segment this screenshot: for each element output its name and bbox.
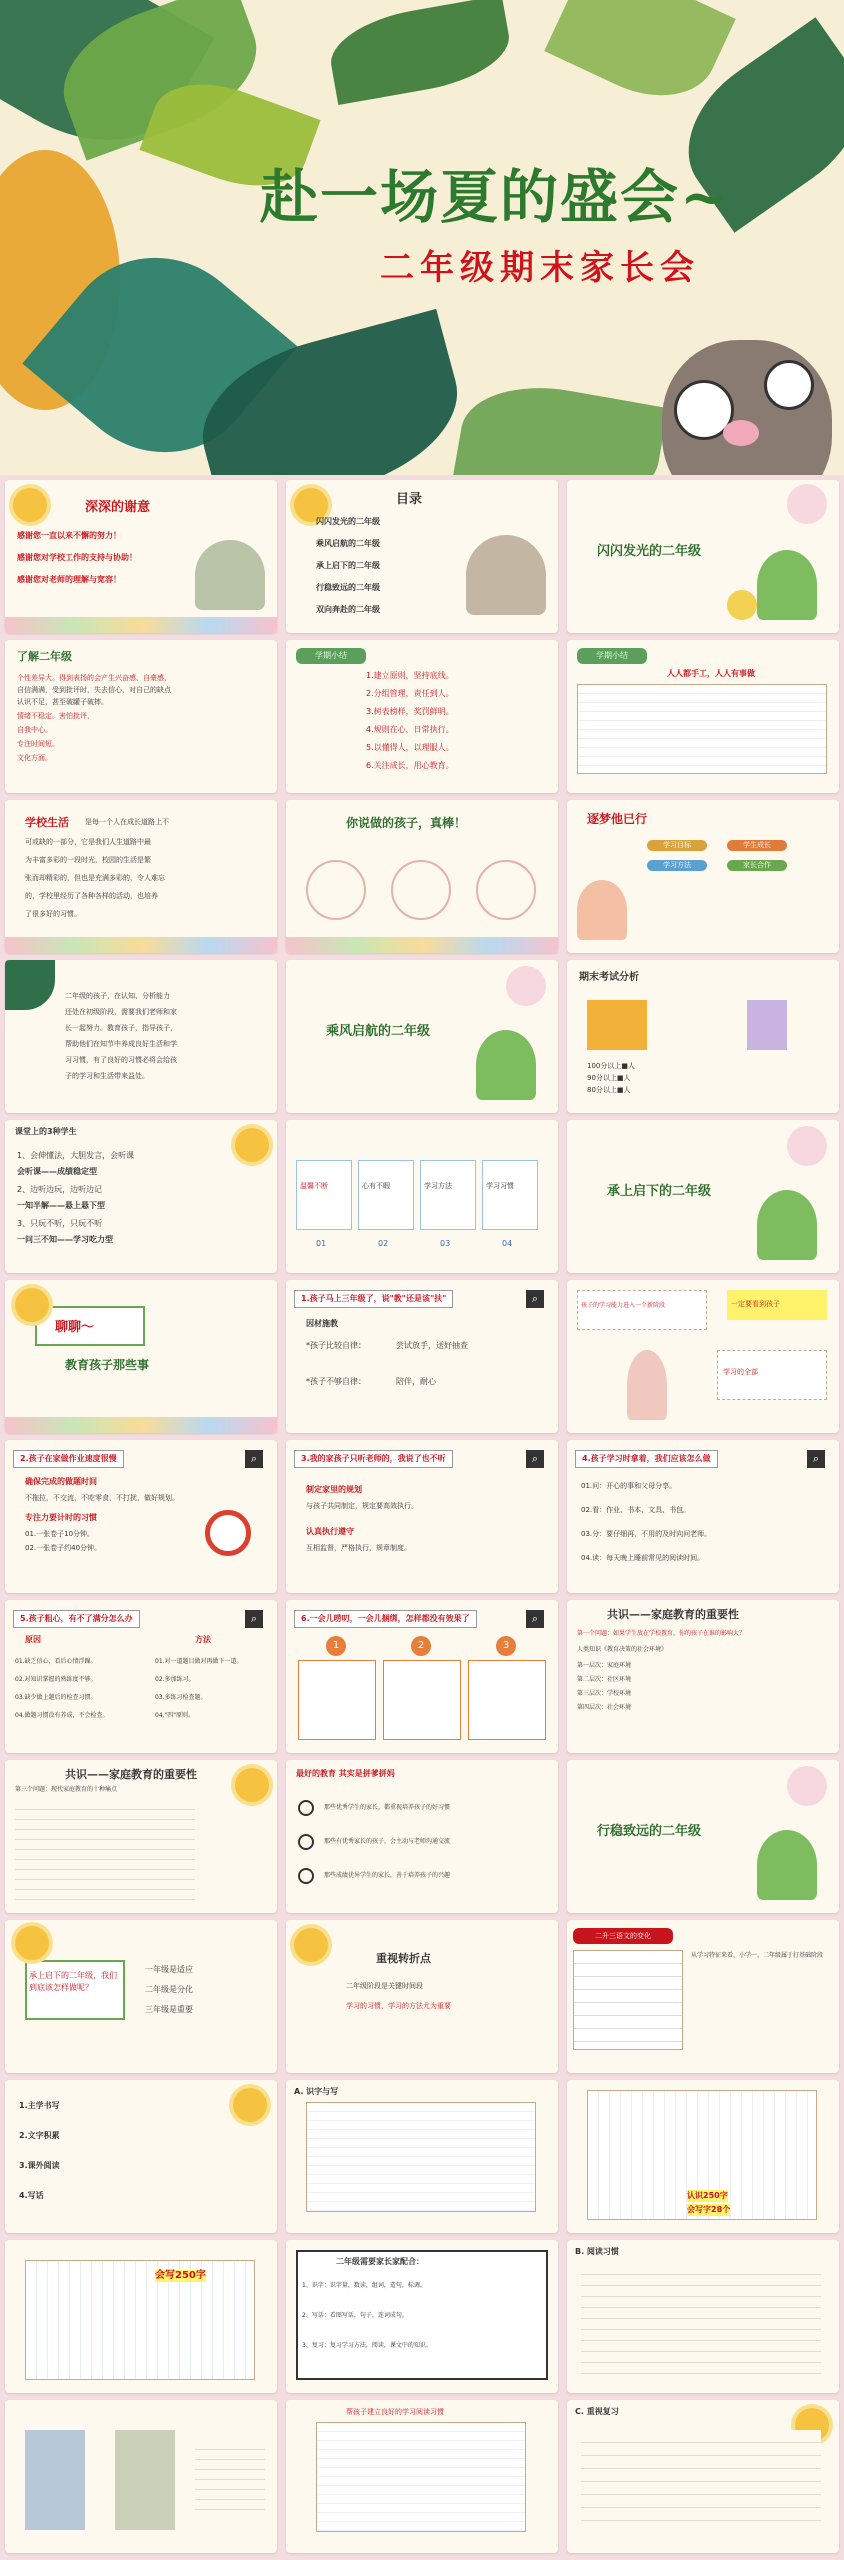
text-line: 第三层次：学校环境 [577, 1690, 632, 1697]
column-header: 方法 [195, 1635, 211, 1644]
step-caption: 学习方法 [424, 1182, 452, 1190]
slide-title: 深深的谢意 [85, 500, 151, 515]
text-line: 第四层次：社会环境 [577, 1704, 632, 1711]
tip-card [298, 1660, 376, 1740]
text-line: 那些优秀学生的家长，都重视培养孩子的好习惯 [324, 1804, 451, 1811]
sun-icon [235, 1128, 269, 1162]
slide-section-3[interactable] [567, 1120, 839, 1273]
slide-title: 你说做的孩子，真棒！ [346, 816, 467, 830]
sub-heading: 认真执行遵守 [306, 1527, 354, 1536]
slide-parent-help[interactable] [286, 2240, 558, 2393]
slide-school-life[interactable] [5, 800, 277, 953]
slide-title: 逐梦他已行 [587, 812, 648, 826]
text-line: 是每一个人在成长道路上不 [85, 818, 169, 826]
text-line: *孩子不够自律： [306, 1377, 366, 1386]
text-line: 不拖拉，不交流，不吃零食，不打扰，做好规划。 [25, 1494, 179, 1502]
text-block [195, 2440, 265, 2510]
step-number: 03 [440, 1239, 451, 1248]
book-illustration [587, 1000, 647, 1050]
slide-q5[interactable] [5, 1600, 277, 1753]
text-line: 会听课——成绩稳定型 [17, 1167, 97, 1176]
slide-title: 重视转折点 [376, 1952, 431, 1965]
color-bar [5, 1417, 277, 1433]
text-line: 专注时间短。 [17, 740, 59, 748]
text-line: 第一层次：家庭环境 [577, 1662, 632, 1669]
question-header: 1.孩子马上三年级了，说"教"还是该"扶" [294, 1290, 453, 1308]
text-line: 可或缺的一部分，它是我们人生道路中最 [25, 838, 151, 846]
text-line: 感谢您对老师的理解与宽容！ [17, 575, 121, 584]
search-icon[interactable]: ⌕ [245, 1450, 263, 1468]
question-text: 承上启下的二年级，我们到底该怎样做呢？ [29, 1971, 117, 1992]
sub-heading: 专注力要计时的习惯 [25, 1513, 97, 1522]
screenshot-frame [306, 2102, 536, 2212]
text-line: 第二层次：社区环境 [577, 1676, 632, 1683]
milk-illustration [747, 1000, 787, 1050]
text-line: 子的学习和生活带来益处。 [65, 1072, 149, 1080]
circle-decoration [506, 966, 546, 1006]
slide-title: C. 重视复习 [575, 2407, 619, 2416]
color-bar [286, 937, 558, 953]
text-line: 02.一张卷子约40分钟。 [25, 1544, 102, 1552]
slide-grade-two[interactable] [5, 960, 277, 1113]
text-line: 二年级的孩子，在认知、分析能力 [65, 992, 170, 1000]
slide-title: 行稳致远的二年级 [597, 1824, 702, 1839]
summary-item: 5.以懂得人，以理服人。 [366, 743, 454, 752]
goal-pill: 学生成长 [727, 840, 787, 851]
text-line: 3、复习：复习学习方法，阅读，课文中的知识。 [302, 2342, 432, 2349]
slide-title: 课堂上的3种学生 [15, 1127, 77, 1136]
text-line: 文化方面。 [17, 754, 52, 762]
step-number: 01 [316, 1239, 327, 1248]
list-item: 03.分：要仔细再，不用的及时向问老师。 [581, 1530, 712, 1538]
slide-q4[interactable] [567, 1440, 839, 1593]
summary-item: 6.关注成长，用心教育。 [366, 761, 454, 770]
text-line: 2、写话：看图写话，句子，连词成句。 [302, 2312, 408, 2319]
sun-icon [233, 2088, 267, 2122]
text-line: 个性差异大。得到表扬的会产生兴奋感、自豪感， [17, 674, 171, 682]
sun-icon [294, 1928, 328, 1962]
step-card[interactable] [482, 1160, 538, 1230]
search-icon[interactable]: ⌕ [526, 1450, 544, 1468]
slide-literacy[interactable] [286, 2080, 558, 2233]
smile-icon [298, 1834, 314, 1850]
step-card[interactable] [358, 1160, 414, 1230]
note-text: 学习的全部 [723, 1368, 758, 1376]
stage-item: 三年级是重要 [145, 2005, 193, 2014]
method-item: 04."四"原则。 [155, 1712, 195, 1719]
summary-item: 4.规则在心，日常执行。 [366, 725, 454, 734]
text-line: 互相监督，严格执行，规章制度。 [306, 1544, 411, 1552]
sun-icon [235, 1768, 269, 1802]
color-bar [5, 937, 277, 953]
slide-dream[interactable] [567, 800, 839, 953]
slide-three-students[interactable] [5, 1120, 277, 1273]
toc-item[interactable]: 乘风启航的二年级 [316, 539, 380, 548]
slide-title: 共识——家庭教育的重要性 [607, 1608, 739, 1621]
slide-notes[interactable] [567, 1280, 839, 1433]
text-line: 一问三不知——学习吃力型 [17, 1235, 113, 1244]
text-line: 情绪不稳定。害怕批评， [17, 712, 94, 720]
slide-title: 目录 [396, 492, 423, 507]
stage-item: 一年级是适应 [145, 1965, 193, 1974]
slide-how-to[interactable] [5, 1920, 277, 2073]
child-illustration [577, 880, 627, 940]
text-line: 习习惯，有了良好的习惯必将会给孩 [65, 1056, 177, 1064]
step-card[interactable] [420, 1160, 476, 1230]
step-card[interactable] [296, 1160, 352, 1230]
note-text: 孩子的学习能力进入一个新阶段 [581, 1302, 666, 1309]
slide-changes[interactable] [567, 1920, 839, 2073]
text-line: 二年级阶段是关键时间段 [346, 1982, 423, 1990]
slide-q1[interactable] [286, 1280, 558, 1433]
text-line: 2.文字积累 [19, 2131, 60, 2140]
sun-icon [15, 1926, 49, 1960]
caption: 会写字28个 [687, 2205, 731, 2214]
slide-subtitle: 教育孩子那些事 [65, 1358, 150, 1372]
text-line: 感谢您一直以来不懈的努力！ [17, 531, 121, 540]
question-header: 2.孩子在家做作业速度很慢 [13, 1450, 124, 1468]
circle-decoration [727, 590, 757, 620]
leaf-decoration [324, 0, 515, 105]
toc-item[interactable]: 承上启下的二年级 [316, 561, 380, 570]
photo-frame[interactable] [391, 860, 451, 920]
table-image [577, 684, 827, 774]
leaf-decoration [5, 960, 55, 1010]
animal-illustration [195, 540, 265, 610]
text-line: 1、识字：识字量，数读，组词，造句，标调。 [302, 2282, 426, 2289]
text-line: *孩子比较自律： [306, 1341, 366, 1350]
heading: 人人都手工，人人有事做 [667, 669, 755, 678]
change-table [573, 1950, 683, 2050]
screenshot-frame [316, 2422, 526, 2532]
text-line: 从学习特征来看，小学一、二年级属于打基础阶段 [691, 1952, 824, 1959]
text-line: 帮助他们在知节中养成良好生活和学 [65, 1040, 177, 1048]
method-item: 01.对一道题目做对再做下一道。 [155, 1658, 243, 1665]
text-line: 认识不足，甚至破罐子破摔。 [17, 698, 108, 706]
animal-illustration [466, 535, 546, 615]
slide-turning-point[interactable] [286, 1920, 558, 2073]
slide-title: 聊聊～ [55, 1320, 95, 1335]
slide-250-chars[interactable] [567, 2080, 839, 2233]
eye-decoration [764, 360, 814, 410]
tip-card [383, 1660, 461, 1740]
text-line: 那些有优秀家长的孩子，会主动与老师沟通交流 [324, 1838, 451, 1845]
slide-contents[interactable] [286, 480, 558, 633]
child-illustration [476, 1030, 536, 1100]
goal-pill: 学习方法 [647, 860, 707, 871]
slide-section-2[interactable] [286, 960, 558, 1113]
circle-decoration [787, 1766, 827, 1806]
question-header: 6.一会儿唠叨，一会儿捆绑，怎样都没有效果了 [294, 1610, 477, 1628]
note-text: 一定要看到孩子 [731, 1300, 780, 1308]
step-number: 04 [502, 1239, 513, 1248]
slide-title: 闪闪发光的二年级 [597, 544, 702, 559]
slide-photos[interactable] [5, 2400, 277, 2553]
text-block [581, 2430, 821, 2530]
slide-title: B. 阅读习惯 [575, 2247, 619, 2256]
slide-good-kids[interactable] [286, 800, 558, 953]
text-line: 还处在初级阶段，需要我们老师和家 [65, 1008, 177, 1016]
text-line: 长一起努力。教育孩子，指导孩子， [65, 1024, 177, 1032]
search-icon[interactable]: ⌕ [245, 1610, 263, 1628]
text-line: 01.一张卷子10分钟。 [25, 1530, 95, 1538]
summary-item: 3.树表榜样，奖罚鲜明。 [366, 707, 454, 716]
number-badge: 3 [496, 1636, 516, 1656]
smile-icon [298, 1800, 314, 1816]
slide-q6[interactable] [286, 1600, 558, 1753]
slide-reading[interactable] [567, 2240, 839, 2393]
column-header: 原因 [25, 1635, 41, 1644]
text-line: 4.写话 [19, 2191, 44, 2200]
score-line: 80分以上■人 [587, 1086, 631, 1094]
text-line: 的，学校里经历了各种各样的活动，也培养 [25, 892, 158, 900]
reason-item: 02.对知识掌握的熟练度不够。 [15, 1676, 97, 1683]
text-line: 自信满满，受到批评时，失去信心，对自己的缺点 [17, 686, 171, 694]
slide-q2[interactable] [5, 1440, 277, 1593]
method-item: 02.多加练习。 [155, 1676, 195, 1683]
slide-study-tips[interactable] [5, 2080, 277, 2233]
list-item: 04.读：每天晚上睡前常见的阅读时间。 [581, 1554, 705, 1562]
slide-title: 学校生活 [25, 816, 69, 829]
slide-write-250[interactable] [5, 2240, 277, 2393]
slide-consensus[interactable] [567, 1600, 839, 1753]
text-line: 2、边听边玩，边听边记 [17, 1185, 103, 1194]
text-line: 第一个问题：如果学生放在学校教育，你的孩子在谁的影响大？ [577, 1630, 746, 1637]
reason-item: 04.做题习惯没有养成，不会检查。 [15, 1712, 109, 1719]
text-line: 1.主学书写 [19, 2101, 60, 2110]
slide-title-pill: 学期小结 [577, 648, 647, 664]
text-line: 一知半解——悬上悬下型 [17, 1201, 105, 1210]
photo-frame[interactable] [306, 860, 366, 920]
text-line: 1、会伸懂法，大胆发言，会听课 [17, 1151, 135, 1160]
text-block [15, 1800, 195, 1900]
goal-pill: 学习目标 [647, 840, 707, 851]
child-illustration [757, 550, 817, 620]
photo [115, 2430, 175, 2530]
text-line: 了很多好的习惯。 [25, 910, 81, 918]
score-line: 90分以上■人 [587, 1074, 631, 1082]
number-badge: 2 [411, 1636, 431, 1656]
search-icon[interactable]: ⌕ [807, 1450, 825, 1468]
slide-title: 期末考试分析 [579, 972, 639, 983]
smile-icon [298, 1868, 314, 1884]
text-line: 学习的习惯，学习的方法尤为重要 [346, 2002, 451, 2010]
photo [25, 2430, 85, 2530]
summary-item: 2.分组管理，责任到人。 [366, 689, 454, 698]
slide-thanks[interactable] [5, 480, 277, 633]
slide-know-grade[interactable] [5, 640, 277, 793]
nose-decoration [723, 420, 759, 446]
list-item: 02.看：作业、书本、文具、书包。 [581, 1506, 691, 1514]
step-caption: 温馨不断 [300, 1182, 328, 1190]
text-line: 自我中心。 [17, 726, 52, 734]
text-line: 那些成绩优异学生的家长，善于培养孩子的兴趣 [324, 1872, 451, 1879]
slide-steps[interactable] [286, 1120, 558, 1273]
sub-heading: 制定家里的规划 [306, 1485, 362, 1494]
search-icon[interactable]: ⌕ [526, 1290, 544, 1308]
slide-exam[interactable] [567, 960, 839, 1113]
text-line: 第三个问题：现代家庭教育的十种痛点 [15, 1786, 118, 1793]
cover-slide[interactable] [0, 0, 844, 475]
photo-frame[interactable] [476, 860, 536, 920]
step-number: 02 [378, 1239, 389, 1248]
slide-q3[interactable] [286, 1440, 558, 1593]
slide-title: 共识——家庭教育的重要性 [65, 1768, 197, 1781]
text-block [581, 2264, 821, 2374]
toc-item[interactable]: 闪闪发光的二年级 [316, 517, 380, 526]
summary-item: 1.建立原则，坚持底线。 [366, 671, 454, 680]
reason-item: 01.缺乏信心，看后心情浮躁。 [15, 1658, 97, 1665]
tip-card [468, 1660, 546, 1740]
slide-review[interactable] [567, 2400, 839, 2553]
caption: 认识250字 [687, 2191, 728, 2200]
text-line: 张而却精彩的，但也是充满多彩的，令人难忘 [25, 874, 165, 882]
slide-section-4[interactable] [567, 1760, 839, 1913]
cover-subtitle: 二年级期末家长会 [380, 248, 700, 288]
sun-icon [15, 1288, 49, 1322]
question-header: 5.孩子粗心，有不了满分怎么办 [13, 1610, 140, 1628]
slide-chat[interactable] [5, 1280, 277, 1433]
text-line: 陪伴，耐心 [396, 1377, 436, 1386]
sub-heading: 因材施教 [306, 1319, 338, 1328]
question-header: 3.我的家孩子只听老师的，我说了也不听 [294, 1450, 453, 1468]
stage-item: 二年级是分化 [145, 1985, 193, 1994]
slide-title-pill: 学期小结 [296, 648, 366, 664]
caption: 会写250字 [155, 2270, 206, 2281]
sub-heading: 确保完成的做题时间 [25, 1477, 97, 1486]
score-line: 100分以上■人 [587, 1062, 635, 1070]
text-line: 与孩子共同制定，规定要高效执行。 [306, 1502, 418, 1510]
text-line: 感谢您对学校工作的支持与协助！ [17, 553, 137, 562]
text-line: 3、只玩不听，只玩不听 [17, 1219, 103, 1228]
number-badge: 1 [326, 1636, 346, 1656]
slide-title: 承上启下的二年级 [607, 1184, 712, 1199]
text-line: 3.课外阅读 [19, 2161, 60, 2170]
slide-summary-2[interactable] [567, 640, 839, 793]
step-caption: 学习习惯 [486, 1182, 514, 1190]
text-line: 人类知识《教育决策的社会环境》 [577, 1646, 668, 1653]
slide-section-1[interactable] [567, 480, 839, 633]
slide-title: A. 识字与写 [294, 2087, 339, 2096]
slide-title: 最好的教育 其实是拼爹拼妈 [296, 1769, 395, 1778]
toc-item[interactable]: 双向奔赴的二年级 [316, 605, 380, 614]
list-item: 01.问：开心的事和父母分享。 [581, 1482, 677, 1490]
slide-title: 帮孩子建立良好的学习阅读习惯 [346, 2408, 444, 2416]
toc-item[interactable]: 行稳致远的二年级 [316, 583, 380, 592]
text-line: 尝试放手，送好抽查 [396, 1341, 468, 1350]
question-header: 4.孩子学习时拿着，我们应该怎么做 [575, 1450, 718, 1468]
method-item: 03.多练习检查题。 [155, 1694, 207, 1701]
character-table [25, 2260, 255, 2380]
text-line: 为丰富多彩的一段时光，校园的生活是繁 [25, 856, 151, 864]
circle-decoration [787, 1126, 827, 1166]
cover-title: 赴一场夏的盛会~ [260, 163, 731, 231]
slide-best-education[interactable] [286, 1760, 558, 1913]
reason-item: 03.缺少做上题后的检查习惯。 [15, 1694, 97, 1701]
leaf-decoration [452, 373, 668, 475]
slide-title: 了解二年级 [17, 650, 72, 663]
circle-decoration [787, 484, 827, 524]
slide-summary[interactable] [286, 640, 558, 793]
sun-icon [13, 488, 47, 522]
color-bar [5, 617, 277, 633]
child-illustration [757, 1190, 817, 1260]
slide-title: 二年级需要家长家配合： [336, 2257, 424, 2266]
alarm-clock-icon [205, 1510, 251, 1556]
slide-title: 乘风启航的二年级 [326, 1024, 431, 1039]
child-illustration [627, 1350, 667, 1420]
search-icon[interactable]: ⌕ [526, 1610, 544, 1628]
goal-pill: 家长合作 [727, 860, 787, 871]
slide-title-pill: 二升三语文的变化 [573, 1928, 673, 1944]
slide-consensus-2[interactable] [5, 1760, 277, 1913]
slide-reading-habits[interactable] [286, 2400, 558, 2553]
step-caption: 心有不暇 [362, 1182, 390, 1190]
child-illustration [757, 1830, 817, 1900]
